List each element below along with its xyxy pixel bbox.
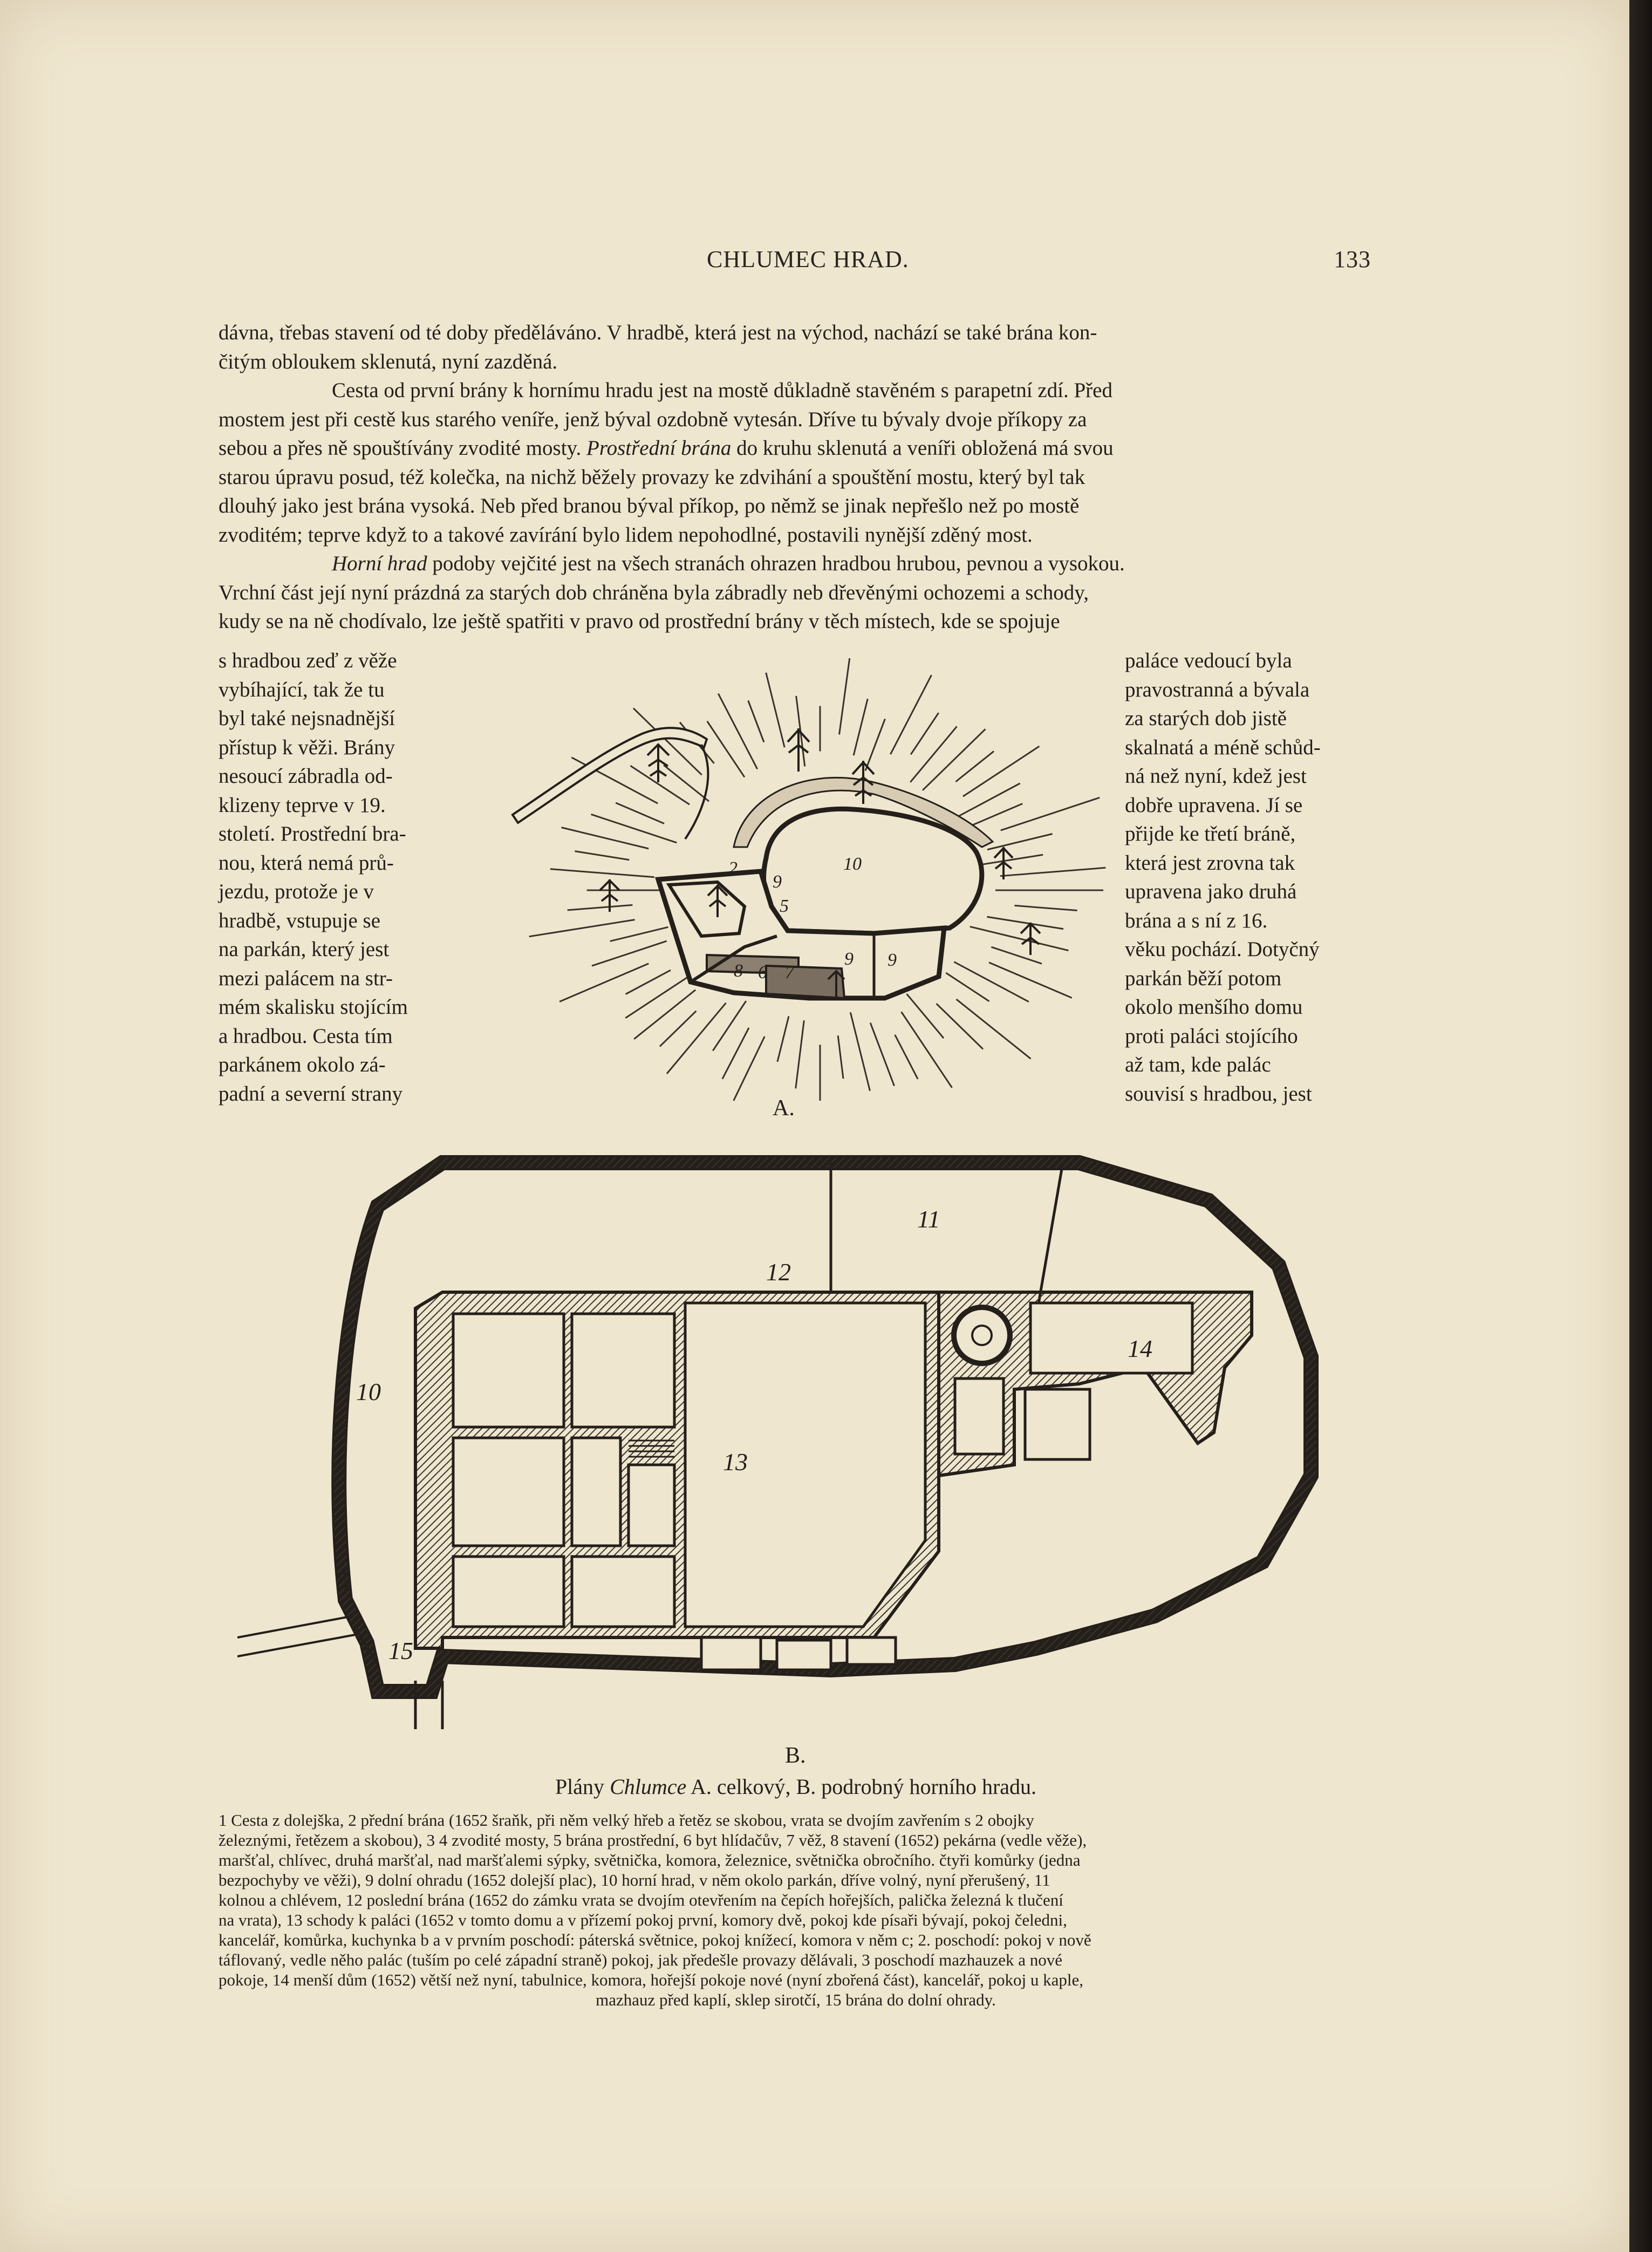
paragraph-1 xyxy=(219,318,1373,376)
hachure-line xyxy=(1000,868,1105,876)
hachure-line xyxy=(854,699,868,755)
legend-line: táflovaný, vedle něho palác (tuším po celé západní straně) pokoj, jak předešle provazy dělávali, 3 poschodí mazhauzek a nové xyxy=(219,1950,1063,1969)
legend-line: kolnou a chlévem, 12 poslední brána (1652 do zámku vrata se dvojím otevřením na čepích hořejších, palička železná k tlučení xyxy=(219,1891,1063,1909)
hachure-line xyxy=(550,869,654,877)
plan-a-number: 9 xyxy=(888,950,897,970)
text-segment: do kruhu sklenutá a veníři obložená má svou xyxy=(731,436,1114,460)
round-stair-tower xyxy=(954,1307,1010,1363)
text-line: okolo menšího domu xyxy=(1125,995,1303,1019)
text-line: za starých dob jistě xyxy=(1125,707,1287,730)
plan-a-number: 9 xyxy=(773,872,782,892)
legend-line: na vrata), 13 schody k paláci (1652 v tomto domu a v přízemí pokoj první, komory dvě, pokoj kde písaři bývají, pokoj čeledni, xyxy=(219,1910,1067,1929)
text-line: brána a s ní z 16. xyxy=(1125,909,1268,932)
hachure-line xyxy=(954,962,1028,1002)
italic-term: Prostřední brána xyxy=(586,436,732,460)
plan-b-number: 12 xyxy=(766,1258,791,1286)
legend-line: pokoje, 14 menší dům (1652) větší než nyní, tabulnice, komora, hořejší pokoje nové (nyní zbořená část), kancelář, pokoj u kaple, xyxy=(219,1970,1083,1989)
hachure-line xyxy=(895,1035,918,1079)
text-line: přístup k věži. Brány xyxy=(219,735,395,759)
caption-prefix: Plány xyxy=(555,1775,610,1799)
text-line: až tam, kde palác xyxy=(1125,1053,1271,1076)
text-line: s hradbou zeď z věže xyxy=(219,649,397,672)
hachure-line xyxy=(766,673,784,747)
text-line: dlouhý jako jest brána vysoká. Neb před branou býval příkop, po němž se jinak nepřešlo než po mostě xyxy=(219,494,1080,517)
text-line: ná než nyní, kdež jest xyxy=(1125,765,1307,788)
text-line: paláce vedoucí byla xyxy=(1125,649,1292,672)
plan-a-label: A. xyxy=(773,1096,795,1121)
gate-5-walls xyxy=(237,1616,355,1656)
text-line: mém skalisku stojícím xyxy=(219,995,408,1019)
hachure-line xyxy=(660,1011,696,1047)
hachure-line xyxy=(991,947,1042,964)
hachure-line xyxy=(850,1012,870,1090)
legend-line: mazhauz před kaplí, sklep sirotčí, 15 brána do dolní ohrady. xyxy=(596,1990,996,2009)
plan-b-number: 13 xyxy=(723,1448,748,1476)
hachure-line xyxy=(937,1004,983,1049)
hachure-line xyxy=(667,1003,726,1074)
text-line: klizeny teprve v 19. xyxy=(219,793,386,817)
text-line: věku pochází. Dotyčný xyxy=(1125,938,1320,961)
hachure-line xyxy=(987,834,1053,849)
hachure-line xyxy=(796,1020,804,1088)
text-line: nesoucí zábradla od- xyxy=(219,765,393,788)
plan-b-figure xyxy=(237,1130,1381,1745)
plan-a-number: 6 xyxy=(758,963,767,982)
hachure-line xyxy=(610,927,668,941)
hachure-line xyxy=(734,1036,764,1101)
text-line: proti paláci stojícího xyxy=(1125,1024,1298,1048)
hachure-line xyxy=(777,1016,789,1062)
hachure-line xyxy=(571,758,658,803)
hachure-line xyxy=(722,1028,749,1079)
hachure-line xyxy=(626,970,671,994)
plan-a-number: 10 xyxy=(843,854,862,874)
left-column xyxy=(219,646,456,1108)
hachure-line xyxy=(870,1023,894,1086)
text-line: přijde ke třetí bráně, xyxy=(1125,822,1296,845)
hachure-line xyxy=(592,941,667,966)
legend-line: maršťal, chlívec, druhá maršťal, nad maršťalemi sýpky, světnička, komora, železnice, světnička obročního. čtyři komůrky (jedna xyxy=(219,1851,1081,1869)
text-line: kudy se na ně chodívalo, lze ještě spatřiti v pravo od prostřední brány v těch místech, kde se spojuje xyxy=(219,610,1060,633)
text-line: parkán běží potom xyxy=(1125,966,1282,990)
hachure-line xyxy=(559,964,648,1002)
text-line: století. Prostřední bra- xyxy=(219,822,406,845)
plan-a-number: 2 xyxy=(728,858,738,878)
hachure-line xyxy=(950,783,1020,821)
text-line: a hradbou. Cesta tím xyxy=(219,1024,393,1048)
running-title: CHLUMEC HRAD. xyxy=(707,246,909,272)
hachure-line xyxy=(529,920,635,937)
plan-b-number: 10 xyxy=(356,1378,381,1405)
text-line: vybíhající, tak že tu xyxy=(219,678,385,701)
text-line: byl také nejsnadnější xyxy=(219,707,395,730)
hachure-line xyxy=(718,694,757,769)
text-line: hradbě, vstupuje se xyxy=(219,909,381,932)
legend-line: bezpochyby ve věži), 9 dolní ohradu (1652 dolejší plac), 10 horní hrad, v něm okolo parkán, dříve volný, nyní přerušený, 11 xyxy=(219,1871,1050,1889)
legend-line: 1 Cesta z dolejška, 2 přední brána (1652 šraňk, při něm velký hřeb a řetěz se skobou, vrata se dvojím zavřením s 2 obojky xyxy=(219,1811,1034,1830)
hachure-line xyxy=(568,905,633,910)
plan-a-number: 5 xyxy=(780,896,789,916)
hachure-line xyxy=(957,999,1031,1059)
text-line: mezi palácem na str- xyxy=(219,966,393,990)
hachure-line xyxy=(562,828,649,849)
legend-line: kancelář, komůrka, kuchynka b a v prvním poschodí: páterská světnice, pokoj knížecí, komora v něm c; 2. poschodí: pokoj v nově xyxy=(219,1930,1091,1949)
hachure-line xyxy=(616,803,664,823)
hachure-line xyxy=(575,851,629,860)
text-line: dávna, třebas stavení od té doby předěláváno. V hradbě, která jest na východ, nachází se také brána kon- xyxy=(219,321,1097,344)
hachure-line xyxy=(890,675,931,754)
plan-b-number: 15 xyxy=(388,1637,413,1664)
text-line: dobře upravena. Jí se xyxy=(1125,793,1303,817)
figure-caption xyxy=(219,1774,1373,1799)
text-line: souvisí s hradbou, jest xyxy=(1125,1082,1312,1105)
caption-suffix: A. celkový, B. podrobný horního hradu. xyxy=(686,1775,1037,1799)
hachure-line xyxy=(911,713,939,754)
book-edge xyxy=(1629,0,1652,2252)
hachure-line xyxy=(748,700,764,742)
hachure-line xyxy=(989,963,1072,998)
figure-legend xyxy=(219,1810,1373,2010)
hachure-line xyxy=(634,990,695,1039)
paragraph-2 xyxy=(219,376,1373,549)
palace-rooms xyxy=(453,1314,674,1627)
plan-b-label: B. xyxy=(785,1743,806,1768)
text-line: skalnatá a méně schůd- xyxy=(1125,735,1321,759)
hachure-line xyxy=(838,1035,843,1079)
text-line: parkánem okolo zá- xyxy=(219,1053,386,1076)
hachure-line xyxy=(907,994,944,1038)
text-line: zvoditém; teprve když to a takové zavírání bylo lidem nepohodlné, postavili nynější zděný most. xyxy=(219,523,1033,547)
plan-b-number: 11 xyxy=(917,1205,940,1233)
hachure-line xyxy=(839,658,850,734)
hachure-line xyxy=(971,804,1022,826)
text-segment: sebou a přes ně spouštívány zvodité mosty. xyxy=(219,436,582,460)
text-line: upravena jako druhá xyxy=(1125,880,1297,903)
text-line: která jest zrovna tak xyxy=(1125,851,1295,875)
plan-a-number: 7 xyxy=(785,963,794,982)
hachure-line xyxy=(1001,797,1100,830)
hachure-line xyxy=(923,729,985,790)
page-number: 133 xyxy=(1334,246,1371,272)
paragraph-3 xyxy=(219,549,1373,636)
hachure-line xyxy=(970,926,1069,950)
plan-a-number: 8 xyxy=(734,961,743,981)
hachure-line xyxy=(910,726,957,782)
text-line: starou úpravu posud, též kolečka, na nichž běžely provazy ke zdvihání a spouštění mostu, který byl tak xyxy=(219,465,1086,489)
plan-a-number: 9 xyxy=(844,949,854,969)
hachure-line xyxy=(955,751,994,782)
plan-b-number: 14 xyxy=(1128,1335,1152,1362)
hachure-line xyxy=(987,917,1063,929)
text-line: Cesta od první brány k hornímu hradu jest na mostě důkladně stavěném s parapetní zdí. Před xyxy=(332,379,1112,402)
text-line: jezdu, protože je v xyxy=(219,880,374,903)
legend-line: železnými, řetězem a skobou), 3 4 zvodité mosty, 5 brána prostřední, 6 byt hlídačův, 7 věž, 8 stavení (1652) pekárna (vedle věže), xyxy=(219,1831,1087,1850)
text-line: Vrchní část její nyní prázdná za starých dob chráněna byla zábradly neb dřevěnými ochozemi a schody, xyxy=(219,581,1089,604)
hachure-line xyxy=(1014,905,1077,910)
text-line xyxy=(219,434,1373,463)
plan-a-figure xyxy=(464,653,1111,1133)
text-line: nou, která nemá prů- xyxy=(219,851,394,875)
tower-hatched xyxy=(766,966,844,998)
text-line: na parkán, který jest xyxy=(219,938,390,961)
hachure-line xyxy=(963,746,1040,796)
hachure-line xyxy=(664,765,709,801)
caption-italic: Chlumce xyxy=(610,1775,687,1799)
right-column xyxy=(1125,646,1373,1108)
text-line: padní a severní strany xyxy=(219,1082,403,1105)
text-line xyxy=(219,549,1373,578)
text-segment: podoby vejčité jest na všech stranách ohrazen hradbou hrubou, pevnou a vysokou. xyxy=(427,552,1125,575)
text-line: mostem jest při cestě kus starého veníře, jenž býval ozdobně vytesán. Dříve tu bývaly dvoje příkopy za xyxy=(219,407,1087,431)
text-line: čitým obloukem sklenutá, nyní zazděná. xyxy=(219,350,558,373)
hachure-line xyxy=(865,719,885,770)
text-line: pravostranná a bývala xyxy=(1125,678,1310,701)
plan-b-number: 5 xyxy=(337,1567,350,1594)
south-rooms xyxy=(701,1637,896,1670)
hachure-line xyxy=(707,721,745,777)
courtyard xyxy=(685,1303,925,1627)
hachure-line xyxy=(902,1012,952,1088)
italic-term: Horní hrad xyxy=(332,552,427,575)
